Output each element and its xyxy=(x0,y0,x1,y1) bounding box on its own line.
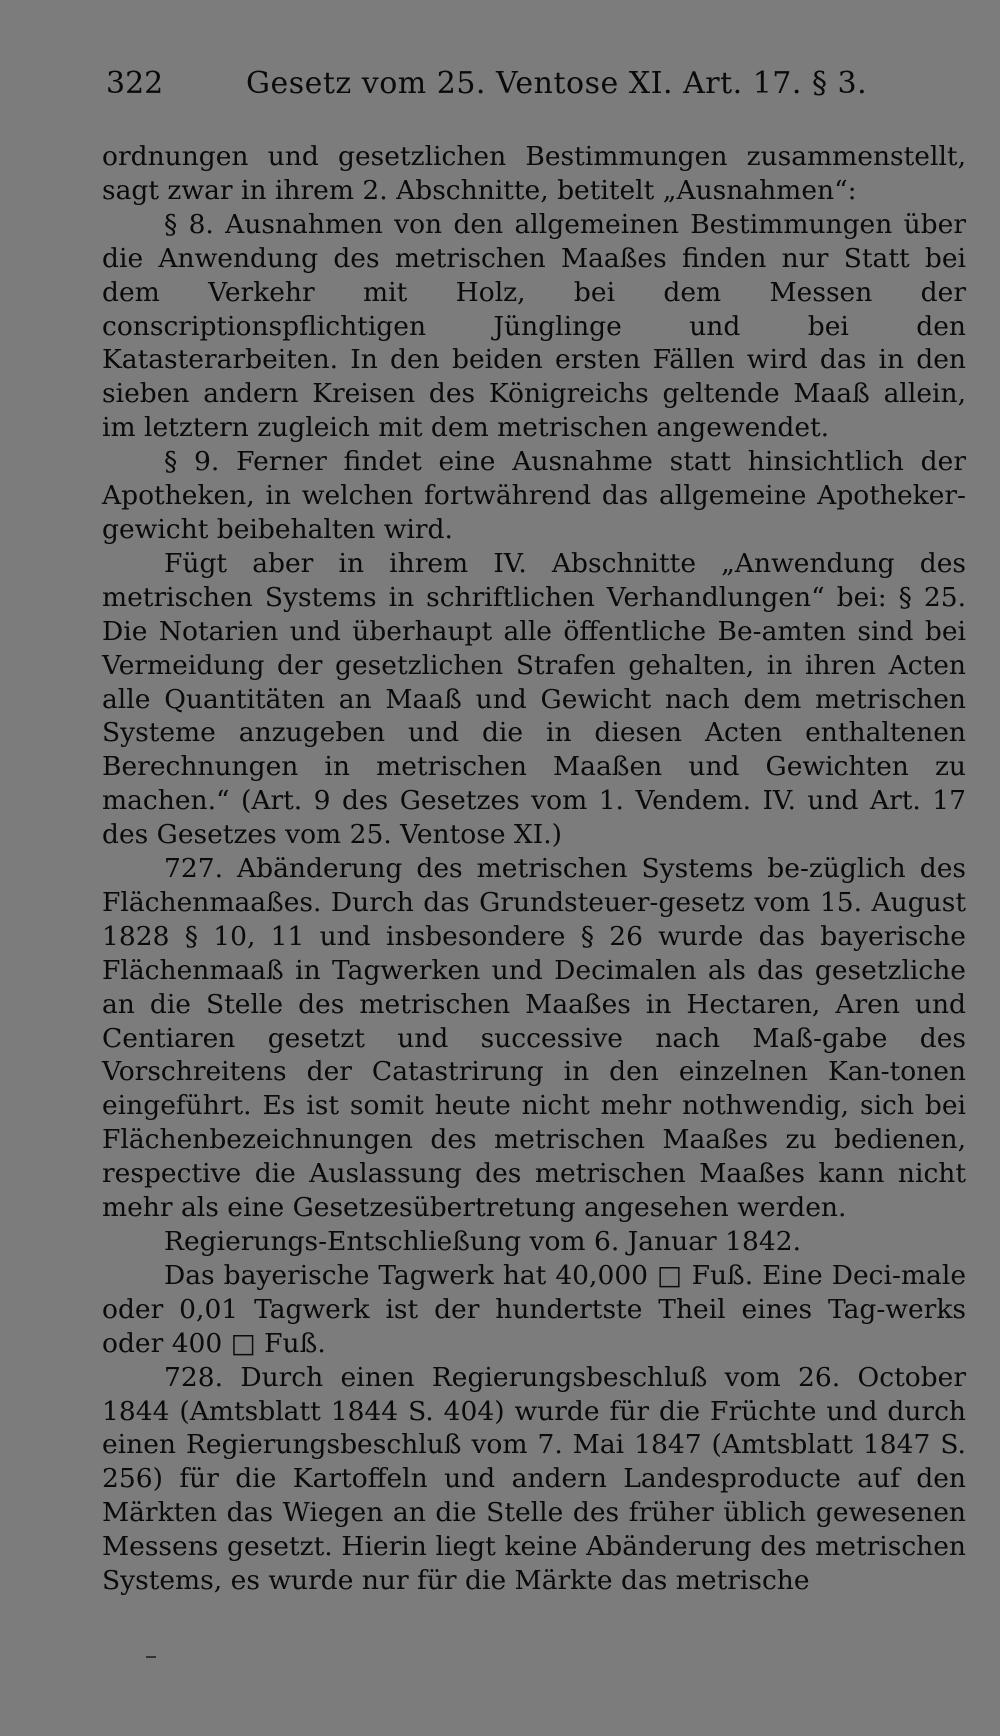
paragraph-section-9: § 9. Ferner findet eine Ausnahme statt hinsichtlich der Apotheken, in welchen fortwährend das allgemeine Apotheker-gewicht beibehalten wird. xyxy=(102,446,966,545)
paragraph-728: 728. Durch einen Regierungsbeschluß vom 26. October 1844 (Amtsblatt 1844 S. 404) wurde für die Früchte und durch einen Regierungsbeschluß vom 7. Mai 1847 (Amtsblatt 1847 S. 256) für die Kartoffeln und andern Landesproducte auf den Märkten das Wiegen an die Stelle des früher üblich gewesenen Messens gesetzt. Hierin liegt keine Abänderung des metrischen Systems, es wurde nur für die Märkte das metrische xyxy=(102,1361,966,1597)
paragraph-section-8: § 8. Ausnahmen von den allgemeinen Bestimmungen über die Anwendung des metrischen Maaßes finden nur Statt bei dem Verkehr mit Holz, bei dem Messen der conscriptionspflichtigen Jünglinge und bei den Katasterarbeiten. In den beiden ersten Fällen wird das in den sieben andern Kreisen des Königreichs geltende Maaß allein, im letztern zugleich mit dem metrischen angewendet. xyxy=(102,208,966,444)
body-text xyxy=(102,140,966,1598)
paragraph-tagwerk: Das bayerische Tagwerk hat 40,000 □ Fuß. Eine Deci-male oder 0,01 Tagwerk ist der hundertste Theil eines Tag-werks oder 400 □ Fuß. xyxy=(102,1259,966,1359)
margin-mark xyxy=(146,1656,156,1658)
running-head: Gesetz vom 25. Ventose XI. Art. 17. § 3. xyxy=(246,66,868,101)
paragraph-regierungs-entschliessung: Regierungs-Entschließung vom 6. Januar 1842. xyxy=(164,1226,801,1257)
paragraph-continuation: ordnungen und gesetzlichen Bestimmungen zusammenstellt, sagt zwar in ihrem 2. Abschnitte, betitelt „Ausnahmen“: xyxy=(102,141,966,206)
paragraph-727: 727. Abänderung des metrischen Systems be-züglich des Flächenmaaßes. Durch das Grundsteuer-gesetz vom 15. August 1828 § 10, 11 und insbesondere § 26 wurde das bayerische Flächenmaaß in Tagwerken und Decimalen als das gesetzliche an die Stelle des metrischen Maaßes in Hectaren, Aren und Centiaren gesetzt und successive nach Maß-gabe des Vorschreitens der Catastrirung in den einzelnen Kan-tonen eingeführt. Es ist somit heute nicht mehr nothwendig, sich bei Flächenbezeichnungen des metrischen Maaßes zu bedienen, respective die Auslassung des metrischen Maaßes kann nicht mehr als eine Gesetzesübertretung angesehen werden. xyxy=(102,853,966,1224)
paragraph-section-iv: Fügt aber in ihrem IV. Abschnitte „Anwendung des metrischen Systems in schriftlichen Verhandlungen“ bei: § 25. Die Notarien und überhaupt alle öffentliche Be-amten sind bei Vermeidung der gesetzlichen Strafen gehalten, in ihren Acten alle Quantitäten an Maaß und Gewicht nach dem metrischen Systeme anzugeben und die in diesen Acten enthaltenen Berechnungen in metrischen Maaßen und Gewichten zu machen.“ (Art. 9 des Gesetzes vom 1. Vendem. IV. und Art. 17 des Gesetzes vom 25. Ventose XI.) xyxy=(102,547,966,851)
page-number: 322 xyxy=(106,66,164,101)
page-header xyxy=(106,66,966,110)
